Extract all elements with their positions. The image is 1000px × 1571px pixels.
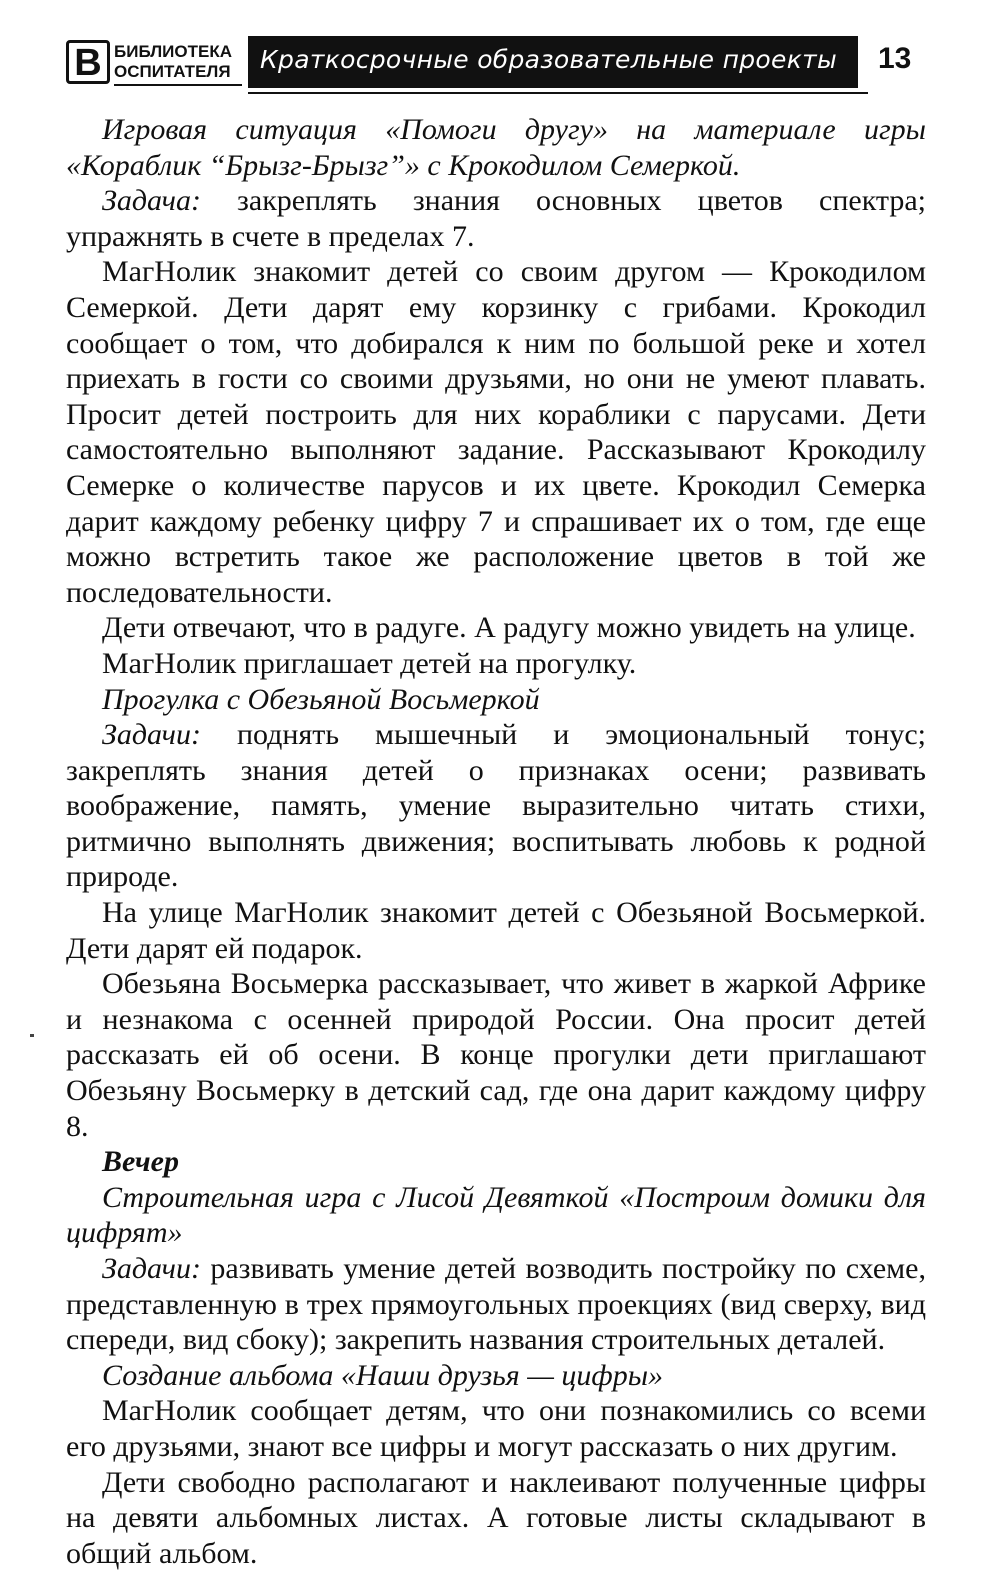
series-logo xyxy=(66,40,248,88)
heading-building-game: Строительная игра с Лисой Девяткой «Построим домики для цифрят» xyxy=(66,1180,926,1250)
logo-line-1: БИБЛИОТЕКА xyxy=(114,42,232,61)
logo-underline xyxy=(114,84,242,86)
paragraph-task-2 xyxy=(66,717,926,895)
task-text: закреплять знания основных цветов спектра; упражнять в счете в пределах 7. xyxy=(66,184,926,253)
paragraph-task-1 xyxy=(66,183,926,254)
paragraph-game-situation: Игровая ситуация «Помоги другу» на материале игры «Кораблик “Брызг-Брызг”» с Крокодилом Семеркой. xyxy=(66,113,926,182)
tasks-text: поднять мышечный и эмоциональный тонус; закреплять знания детей о признаках осени; развивать воображение, память, умение выразительно читать стихи, ритмично выполнять движения; воспитывать любовь к родной природе. xyxy=(66,718,926,894)
running-title-bar xyxy=(248,36,858,88)
paragraph-friends: МагНолик сообщает детям, что они познакомились со всеми его друзьями, знают все цифры и могут рассказать о них другим. xyxy=(66,1394,926,1463)
page-number: 13 xyxy=(878,42,912,75)
heading-album: Создание альбома «Наши друзья — цифры» xyxy=(102,1358,664,1392)
tasks-label-2: Задачи: xyxy=(102,1252,201,1285)
tasks-label: Задачи: xyxy=(102,718,201,752)
paragraph-rainbow: Дети отвечают, что в радуге. А радугу можно увидеть на улице. xyxy=(102,611,916,645)
task-label: Задача: xyxy=(102,184,201,218)
header-rule xyxy=(248,92,868,94)
margin-speck xyxy=(30,1034,34,1037)
paragraph-monkey-intro: На улице МагНолик знакомит детей с Обезьяной Восьмеркой. Дети дарят ей подарок. xyxy=(66,896,926,965)
paragraph-album: Дети свободно располагают и наклеивают полученные цифры на девяти альбомных листах. А готовые листы складывают в общий альбом. xyxy=(66,1465,926,1570)
running-title: Краткосрочные образовательные проекты xyxy=(260,45,837,74)
paragraph-walk-invite: МагНолик приглашает детей на прогулку. xyxy=(102,646,637,680)
logo-line-2: ОСПИТАТЕЛЯ xyxy=(114,62,231,81)
running-header xyxy=(66,36,928,92)
heading-evening: Вечер xyxy=(102,1145,179,1179)
logo-letter: В xyxy=(66,40,110,84)
heading-walk: Прогулка с Обезьяной Восьмеркой xyxy=(102,682,540,716)
paragraph-task-3 xyxy=(66,1251,926,1358)
tasks-text-2: развивать умение детей возводить постройку по схеме, представленную в трех прямоугольных проекциях (вид сверху, вид спереди, вид сбоку); закрепить названия строительных деталей. xyxy=(66,1252,926,1357)
page-body xyxy=(66,112,926,1571)
paragraph-monkey-story: Обезьяна Восьмерка рассказывает, что живет в жаркой Африке и незнакома с осенней природой России. Она просит детей рассказать ей об осени. В конце прогулки дети приглашают Обезьяну Восьмерку в детский сад, где она дарит каждому цифру 8. xyxy=(66,967,926,1143)
paragraph-crocodile: МагНолик знакомит детей со своим другом — Крокодилом Семеркой. Дети дарят ему корзинку с грибами. Крокодил сообщает о том, что добирался к ним по большой реке и хотел приехать в гости со своими друзьями, но они не умеют плавать. Просит детей построить для них кораблики с парусами. Дети самостоятельно выполняют задание. Рассказывают Крокодилу Семерке о количестве парусов и их цвете. Крокодил Семерка дарит каждому ребенку цифру 7 и спрашивает их о том, где еще можно встретить такое же расположение цветов в той же последовательности. xyxy=(66,255,926,609)
